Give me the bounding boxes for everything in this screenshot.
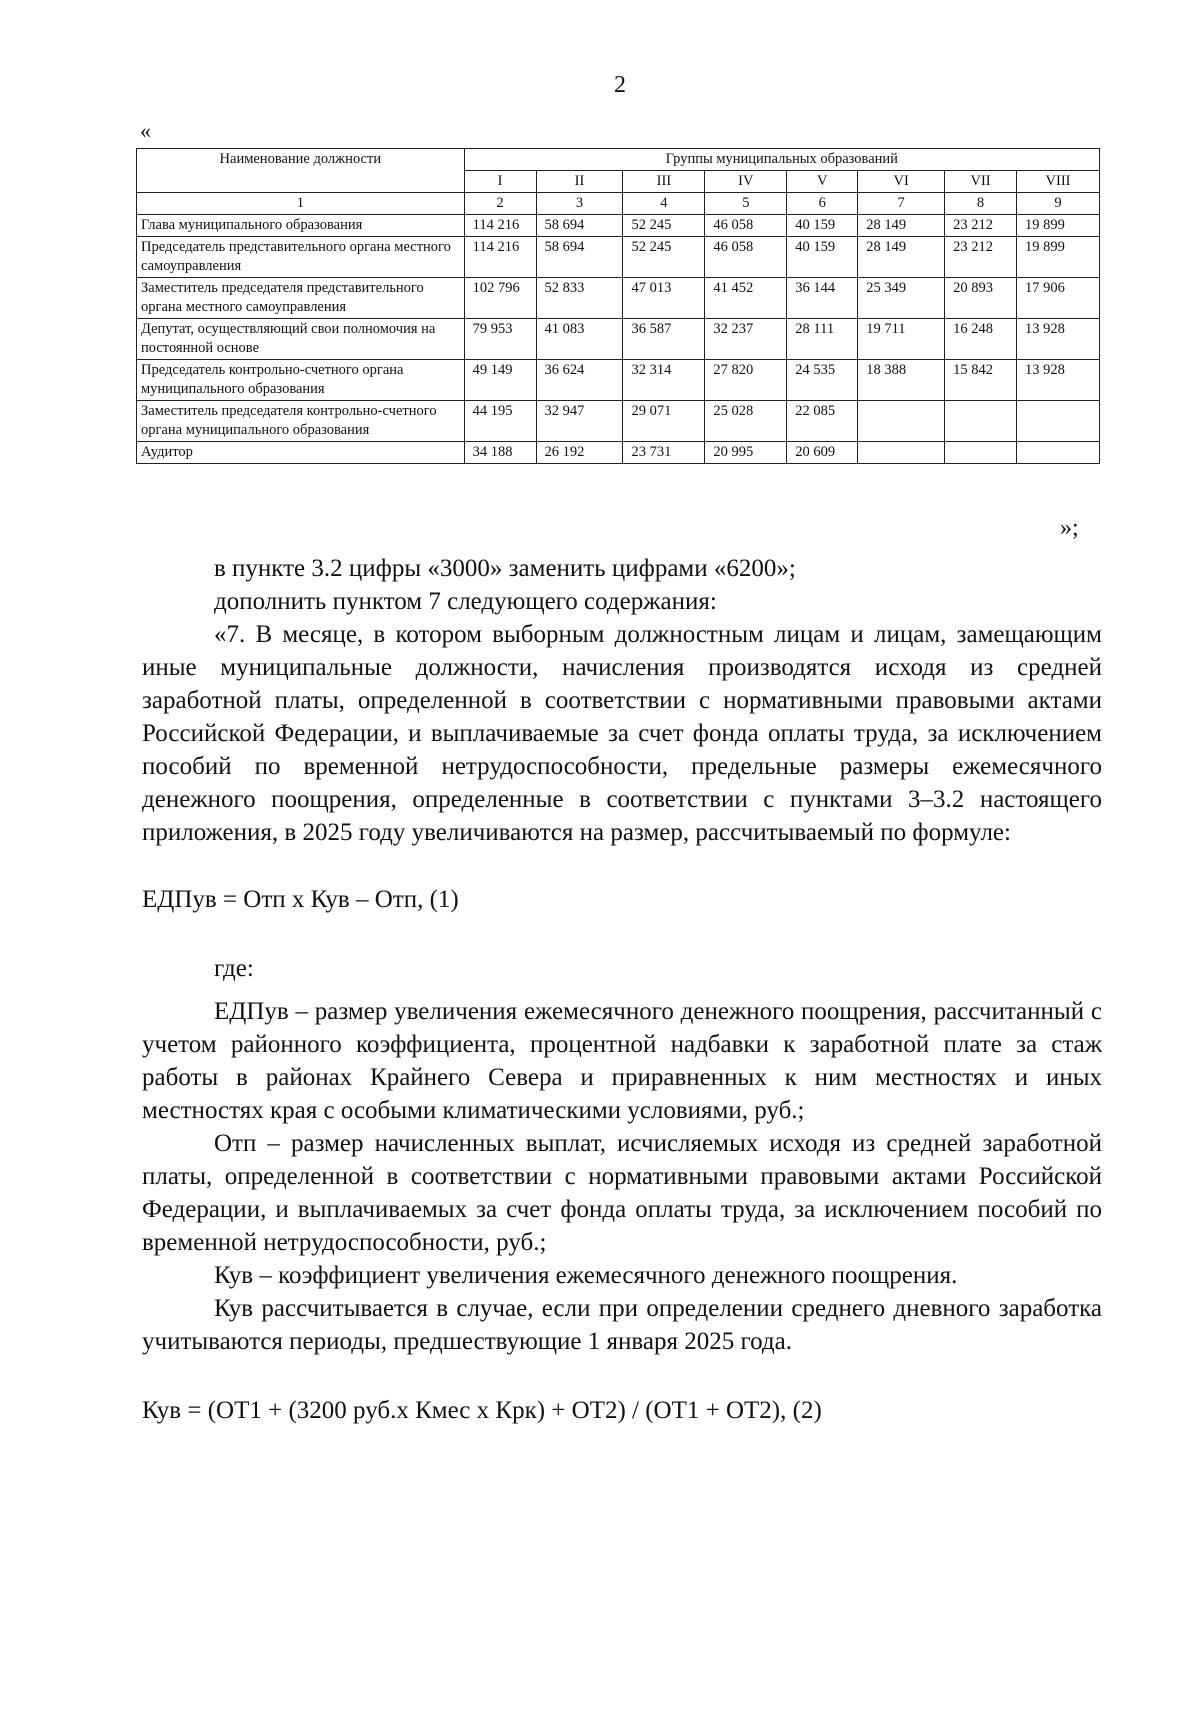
paragraph-4: Кув рассчитывается в случае, если при определении среднего дневного заработка учитываются периоды, предшествующие 1 января 2025 года. xyxy=(142,1295,1102,1355)
salary-value-cell: 52 245 xyxy=(623,215,705,237)
salary-value-cell: 28 111 xyxy=(787,319,858,360)
salary-value-cell: 32 947 xyxy=(536,401,623,442)
salary-value-cell: 20 995 xyxy=(705,442,787,464)
column-index-cell: 9 xyxy=(1017,193,1100,215)
salary-value-cell: 36 624 xyxy=(536,360,623,401)
salary-value-cell: 114 216 xyxy=(464,215,536,237)
position-name-cell: Аудитор xyxy=(137,442,465,464)
salary-value-cell: 18 388 xyxy=(858,360,945,401)
salary-value-cell: 16 248 xyxy=(945,319,1017,360)
salary-value-cell: 13 928 xyxy=(1017,360,1100,401)
position-name-cell: Глава муниципального образования xyxy=(137,215,465,237)
salary-value-cell: 46 058 xyxy=(705,237,787,278)
paragraph-1: в пункте 3.2 цифры «3000» заменить цифрами «6200»; xyxy=(214,555,796,582)
table-row xyxy=(137,237,1100,278)
salary-value-cell: 23 212 xyxy=(945,215,1017,237)
salary-value-cell: 114 216 xyxy=(464,237,536,278)
salary-value-cell: 58 694 xyxy=(536,215,623,237)
salary-value-cell: 79 953 xyxy=(464,319,536,360)
group-column-header: II xyxy=(536,171,623,193)
salary-value-cell: 29 071 xyxy=(623,401,705,442)
salary-value-cell: 27 820 xyxy=(705,360,787,401)
salary-value-cell: 58 694 xyxy=(536,237,623,278)
salary-value-cell: 46 058 xyxy=(705,215,787,237)
group-column-header: VII xyxy=(945,171,1017,193)
definition-kuv: Кув – коэффициент увеличения ежемесячного денежного поощрения. xyxy=(214,1262,958,1289)
salary-value-cell: 34 188 xyxy=(464,442,536,464)
salary-value-cell: 49 149 xyxy=(464,360,536,401)
salary-table xyxy=(136,148,1100,464)
position-name-cell: Депутат, осуществляющий свои полномочия на постоянной основе xyxy=(137,319,465,360)
group-column-header: VIII xyxy=(1017,171,1100,193)
salary-value-cell xyxy=(945,401,1017,442)
salary-value-cell: 41 083 xyxy=(536,319,623,360)
salary-value-cell: 15 842 xyxy=(945,360,1017,401)
salary-value-cell: 13 928 xyxy=(1017,319,1100,360)
salary-value-cell: 23 212 xyxy=(945,237,1017,278)
salary-value-cell xyxy=(858,442,945,464)
paragraph-2: дополнить пунктом 7 следующего содержания: xyxy=(214,588,717,615)
salary-value-cell: 52 245 xyxy=(623,237,705,278)
table-row xyxy=(137,401,1100,442)
group-column-header: I xyxy=(464,171,536,193)
column-index-cell: 6 xyxy=(787,193,858,215)
salary-value-cell: 102 796 xyxy=(464,278,536,319)
amendment-text xyxy=(142,552,1102,1427)
group-column-header: IV xyxy=(705,171,787,193)
table-row xyxy=(137,278,1100,319)
formula-1: ЕДПув = Отп х Кув – Отп, (1) xyxy=(142,886,459,913)
close-quote: »; xyxy=(1060,515,1079,541)
position-name-cell: Заместитель председателя представительного органа местного самоуправления xyxy=(137,278,465,319)
salary-value-cell: 25 349 xyxy=(858,278,945,319)
salary-value-cell: 19 711 xyxy=(858,319,945,360)
column-index-cell: 2 xyxy=(464,193,536,215)
salary-value-cell xyxy=(1017,442,1100,464)
salary-value-cell: 19 899 xyxy=(1017,237,1100,278)
position-name-cell: Председатель представительного органа местного самоуправления xyxy=(137,237,465,278)
group-column-header: III xyxy=(623,171,705,193)
salary-value-cell: 17 906 xyxy=(1017,278,1100,319)
salary-value-cell: 47 013 xyxy=(623,278,705,319)
salary-value-cell: 44 195 xyxy=(464,401,536,442)
column-index-cell: 4 xyxy=(623,193,705,215)
salary-value-cell: 52 833 xyxy=(536,278,623,319)
salary-value-cell: 19 899 xyxy=(1017,215,1100,237)
column-index-cell: 1 xyxy=(137,193,465,215)
column-index-cell: 5 xyxy=(705,193,787,215)
position-name-cell: Заместитель председателя контрольно-счетного органа муниципального образования xyxy=(137,401,465,442)
where-label: где: xyxy=(214,955,254,982)
column-index-cell: 8 xyxy=(945,193,1017,215)
salary-value-cell: 26 192 xyxy=(536,442,623,464)
salary-value-cell: 32 314 xyxy=(623,360,705,401)
definition-edpuv: ЕДПув – размер увеличения ежемесячного денежного поощрения, рассчитанный с учетом районного коэффициента, процентной надбавки к заработной плате за стаж работы в районах Крайнего Севера и приравненных к ним местностях и иных местностях края с особыми климатическими условиями, руб.; xyxy=(142,998,1102,1124)
salary-value-cell: 40 159 xyxy=(787,215,858,237)
position-name-cell: Председатель контрольно-счетного органа муниципального образования xyxy=(137,360,465,401)
group-column-header: VI xyxy=(858,171,945,193)
salary-value-cell: 28 149 xyxy=(858,237,945,278)
salary-value-cell xyxy=(945,442,1017,464)
salary-value-cell: 25 028 xyxy=(705,401,787,442)
salary-value-cell: 23 731 xyxy=(623,442,705,464)
column-index-cell: 3 xyxy=(536,193,623,215)
salary-value-cell xyxy=(1017,401,1100,442)
salary-value-cell xyxy=(858,401,945,442)
salary-value-cell: 28 149 xyxy=(858,215,945,237)
salary-value-cell: 41 452 xyxy=(705,278,787,319)
salary-value-cell: 40 159 xyxy=(787,237,858,278)
page-number: 2 xyxy=(614,72,626,98)
table-row xyxy=(137,319,1100,360)
salary-value-cell: 24 535 xyxy=(787,360,858,401)
formula-2: Кув = (ОТ1 + (3200 руб.х Кмес х Крк) + ОТ2) / (ОТ1 + ОТ2), (2) xyxy=(142,1397,822,1424)
groups-header: Группы муниципальных образований xyxy=(464,149,1099,171)
open-quote: « xyxy=(140,118,151,143)
paragraph-3: «7. В месяце, в котором выборным должностным лицам и лицам, замещающим иные муниципальные должности, начисления производятся исходя из средней заработной платы, определенной в соответствии с нормативными правовыми актами Российской Федерации, и выплачиваемые за счет фонда оплаты труда, за исключением пособий по временной нетрудоспособности, предельные размеры ежемесячного денежного поощрения, определенные в соответствии с пунктами 3–3.2 настоящего приложения, в 2025 году увеличиваются на размер, рассчитываемый по формуле: xyxy=(142,621,1102,846)
table-row xyxy=(137,360,1100,401)
group-column-header: V xyxy=(787,171,858,193)
salary-value-cell: 36 144 xyxy=(787,278,858,319)
salary-value-cell: 36 587 xyxy=(623,319,705,360)
column-index-cell: 7 xyxy=(858,193,945,215)
salary-value-cell: 20 609 xyxy=(787,442,858,464)
table-row xyxy=(137,442,1100,464)
position-name-header: Наименование должности xyxy=(137,149,465,193)
salary-value-cell: 20 893 xyxy=(945,278,1017,319)
salary-value-cell: 22 085 xyxy=(787,401,858,442)
salary-value-cell: 32 237 xyxy=(705,319,787,360)
definition-otp: Отп – размер начисленных выплат, исчисляемых исходя из средней заработной платы, определенной в соответствии с нормативными правовыми актами Российской Федерации, и выплачиваемых за счет фонда оплаты труда, за исключением пособий по временной нетрудоспособности, руб.; xyxy=(142,1130,1102,1256)
table-row xyxy=(137,215,1100,237)
